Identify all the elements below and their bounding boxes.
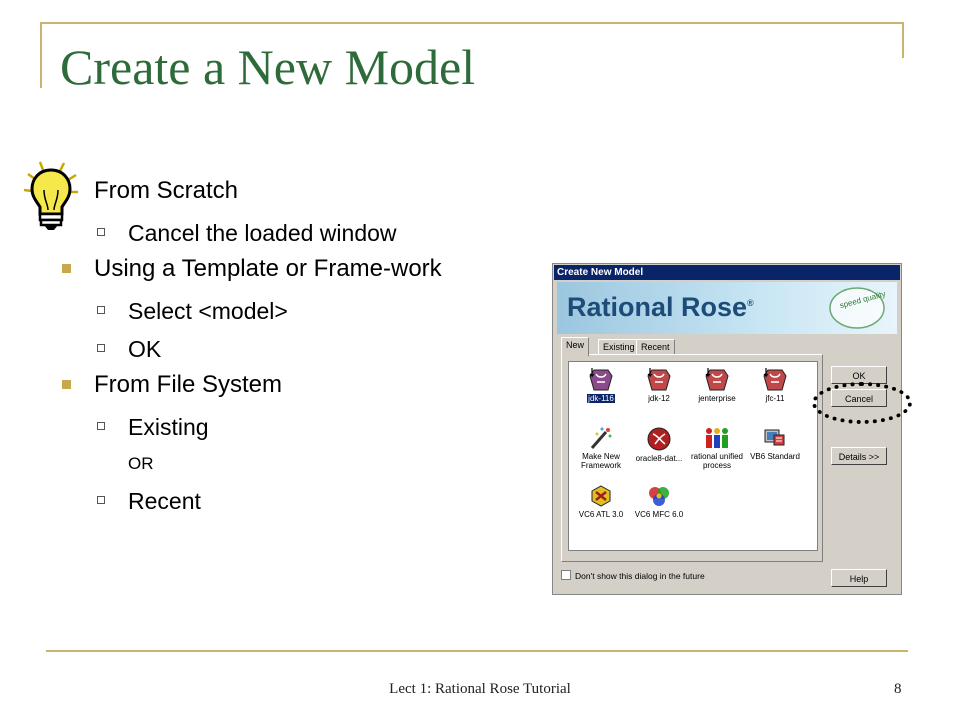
create-new-model-dialog bbox=[552, 263, 902, 595]
template-label: jenterprise bbox=[698, 394, 736, 403]
help-button[interactable]: Help bbox=[831, 569, 887, 587]
template-item-vb6[interactable] bbox=[745, 426, 805, 461]
bullet-text: From File System bbox=[94, 371, 283, 398]
page-number: 8 bbox=[894, 681, 902, 697]
slide-title: Create a New Model bbox=[60, 39, 476, 95]
tab-existing[interactable]: Existing bbox=[598, 339, 640, 355]
wizard-icon bbox=[588, 426, 614, 450]
footer-text: Lect 1: Rational Rose Tutorial bbox=[389, 681, 571, 697]
dialog-title: Create New Model bbox=[554, 265, 900, 280]
checkbox-label: Don't show this dialog in the future bbox=[575, 571, 705, 581]
sub-bullet-item bbox=[60, 214, 540, 252]
template-label: VC6 MFC 6.0 bbox=[634, 510, 684, 519]
sub-bullet-item bbox=[60, 408, 540, 446]
sub-bullet-text: Select <model> bbox=[128, 298, 288, 324]
tab-new[interactable]: New bbox=[561, 337, 589, 356]
speed-quality-badge-icon bbox=[827, 284, 887, 332]
template-label: VB6 Standard bbox=[750, 452, 800, 461]
bullet-text: Using a Template or Frame-work bbox=[94, 255, 442, 282]
template-item-vc6-atl[interactable] bbox=[571, 484, 631, 519]
template-item-vc6-mfc[interactable] bbox=[629, 484, 689, 519]
dont-show-checkbox[interactable] bbox=[561, 570, 705, 581]
sub-bullet-text: OK bbox=[128, 336, 162, 362]
template-item-jdk-116[interactable] bbox=[571, 368, 631, 403]
details-button[interactable]: Details >> bbox=[831, 447, 887, 465]
template-label: jfc-11 bbox=[765, 394, 785, 403]
cancel-highlight-ellipse bbox=[812, 382, 912, 424]
template-label: Make New Framework bbox=[580, 452, 621, 470]
jdk-framework-icon bbox=[762, 368, 788, 392]
sub-bullet-item bbox=[60, 482, 540, 520]
bullet-item bbox=[60, 368, 540, 408]
bullet-item bbox=[60, 174, 540, 214]
sub-bullet-item bbox=[60, 292, 540, 330]
template-item-jfc-11[interactable] bbox=[745, 368, 805, 403]
bullet-item bbox=[60, 252, 540, 292]
new-tab-panel bbox=[561, 354, 823, 562]
rational-rose-banner bbox=[557, 282, 897, 334]
plain-text-item bbox=[60, 446, 540, 482]
template-label: rational unified process bbox=[690, 452, 744, 470]
template-item-oracle8[interactable] bbox=[629, 426, 689, 463]
frame-left-line bbox=[40, 22, 42, 88]
sub-bullet-text: Existing bbox=[128, 414, 209, 440]
sub-bullet-text: Cancel the loaded window bbox=[128, 220, 397, 246]
cancel-button[interactable]: Cancel bbox=[831, 389, 887, 407]
bullet-text: From Scratch bbox=[94, 177, 239, 204]
plain-text: OR bbox=[128, 454, 154, 473]
rup-icon bbox=[702, 426, 732, 450]
template-list[interactable] bbox=[568, 361, 818, 551]
banner-title: Rational Rose® bbox=[567, 292, 754, 322]
bullet-list bbox=[60, 174, 540, 520]
frame-right-line bbox=[902, 22, 904, 58]
jdk-framework-icon bbox=[646, 368, 672, 392]
template-label: oracle8-dat... bbox=[635, 454, 683, 463]
template-item-jdk-12[interactable] bbox=[629, 368, 689, 403]
footer-line bbox=[46, 650, 908, 652]
sub-bullet-text: Recent bbox=[128, 488, 201, 514]
template-item-make-new-framework[interactable] bbox=[571, 426, 631, 470]
template-label: jdk-116 bbox=[588, 394, 614, 403]
frame-top-line bbox=[40, 22, 904, 24]
template-label: jdk-12 bbox=[648, 394, 670, 403]
checkbox-box[interactable] bbox=[561, 570, 571, 580]
vb6-icon bbox=[762, 426, 788, 450]
jdk-framework-icon bbox=[704, 368, 730, 392]
template-label: VC6 ATL 3.0 bbox=[578, 510, 624, 519]
vc6-icon bbox=[588, 484, 614, 508]
jdk-framework-icon bbox=[588, 368, 614, 392]
template-item-jenterprise[interactable] bbox=[687, 368, 747, 403]
template-item-rup[interactable] bbox=[687, 426, 747, 470]
badge-text: speed quality bbox=[838, 289, 887, 311]
vc6-mfc-icon bbox=[646, 484, 672, 508]
oracle-icon bbox=[646, 426, 672, 452]
ok-button[interactable]: OK bbox=[831, 366, 887, 384]
sub-bullet-item bbox=[60, 330, 540, 368]
tab-recent[interactable]: Recent bbox=[636, 339, 675, 355]
